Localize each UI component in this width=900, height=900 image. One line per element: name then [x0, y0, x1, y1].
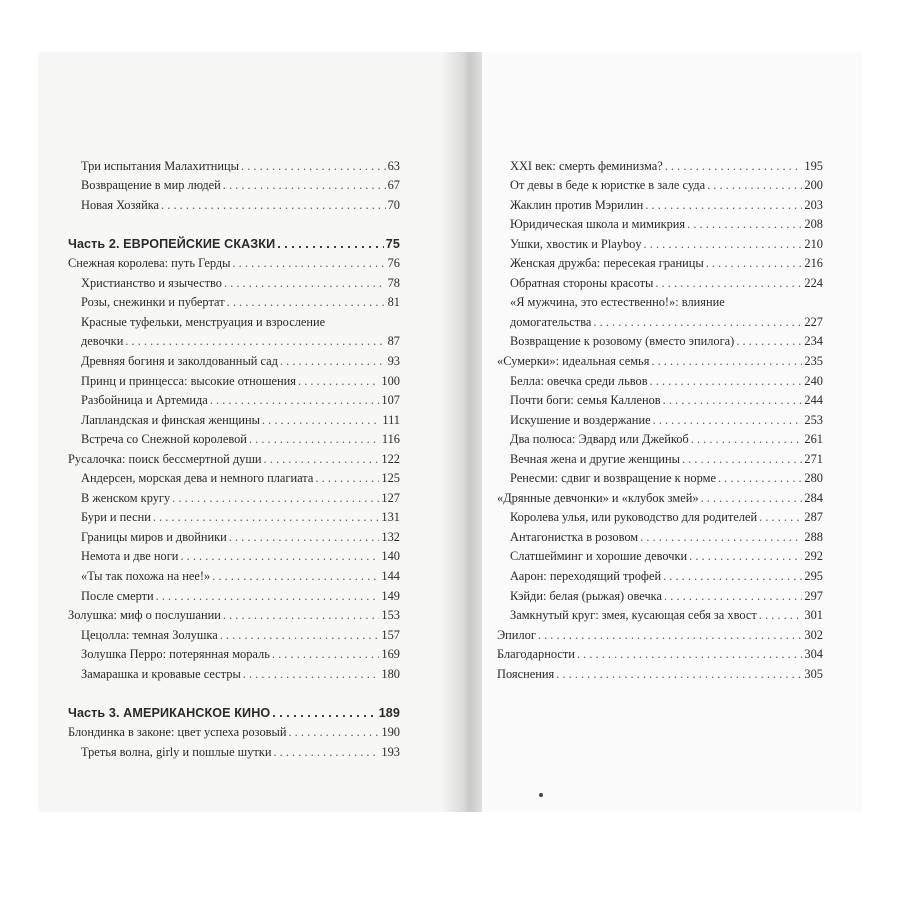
dot-leader	[243, 667, 380, 682]
toc-entry-title: Слатшейминг и хорошие девочки	[510, 549, 688, 564]
dot-leader	[273, 745, 379, 760]
toc-page-number: 304	[804, 647, 823, 662]
toc-section-entry[interactable]	[68, 467, 400, 487]
toc-entry-title: Белла: овечка среди львов	[510, 373, 648, 388]
toc-chapter-entry[interactable]	[68, 604, 400, 624]
toc-page-number: 297	[804, 588, 823, 603]
dot-leader	[277, 237, 384, 252]
toc-entry-title: Христианство и язычество	[81, 275, 222, 290]
toc-gap	[68, 682, 400, 702]
dot-leader	[223, 178, 386, 193]
dot-leader	[272, 647, 380, 662]
dot-leader	[224, 276, 386, 291]
dot-leader	[229, 530, 380, 545]
toc-entry-title-line: «Я мужчина, это естественно!»: влияние	[510, 295, 725, 310]
toc-entry-title: девочки	[81, 334, 124, 349]
toc-page-number: 111	[382, 412, 400, 427]
toc-page-number: 240	[804, 373, 823, 388]
toc-page-number: 144	[381, 569, 400, 584]
toc-part-heading[interactable]	[68, 701, 400, 721]
dot-leader	[556, 667, 802, 682]
toc-section-entry[interactable]	[497, 525, 823, 545]
toc-section-entry[interactable]	[497, 506, 823, 526]
dot-leader	[298, 374, 379, 389]
toc-chapter-entry[interactable]	[497, 623, 823, 643]
toc-entry-title: Возвращение в мир людей	[81, 178, 221, 193]
dot-leader	[653, 413, 803, 428]
dot-leader	[161, 198, 386, 213]
dot-leader	[232, 256, 385, 271]
toc-entry-title: Лапландская и финская женщины	[81, 412, 260, 427]
toc-entry-line	[497, 291, 823, 311]
toc-entry-title: Встреча со Снежной королевой	[81, 432, 247, 447]
toc-entry-title: Золушка: миф о послушании	[68, 608, 221, 623]
toc-entry-title: Аарон: переходящий трофей	[510, 569, 662, 584]
toc-section-entry[interactable]	[497, 213, 823, 233]
dot-leader	[264, 452, 380, 467]
toc-section-entry[interactable]	[497, 467, 823, 487]
toc-entry-title: домогательства	[510, 314, 592, 329]
toc-entry-title: Три испытания Малахитницы	[81, 158, 239, 173]
toc-section-entry[interactable]	[68, 584, 400, 604]
toc-entry-title: Разбойница и Артемида	[81, 393, 208, 408]
toc-chapter-entry[interactable]	[497, 662, 823, 682]
toc-section-entry[interactable]	[68, 428, 400, 448]
toc-page-number: 261	[804, 432, 823, 447]
toc-section-entry[interactable]	[68, 291, 400, 311]
toc-entry-title: Блондинка в законе: цвет успеха розовый	[68, 725, 287, 740]
toc-page-number: 288	[804, 529, 823, 544]
toc-section-entry[interactable]	[68, 662, 400, 682]
toc-entry-title: Розы, снежинки и пубертат	[81, 295, 225, 310]
dot-leader	[180, 549, 379, 564]
toc-entry-title: Замкнутый круг: змея, кусающая себя за хвост	[510, 608, 757, 623]
toc-entry-title: Два полюса: Эдвард или Джейкоб	[510, 432, 689, 447]
toc-entry-title: Бури и песни	[81, 510, 151, 525]
toc-entry-title: Андерсен, морская дева и немного плагиата	[81, 471, 314, 486]
toc-section-entry[interactable]	[68, 174, 400, 194]
toc-section-entry[interactable]	[497, 369, 823, 389]
toc-entry-line	[68, 310, 400, 330]
dot-leader	[644, 237, 803, 252]
toc-page-number: 157	[381, 627, 400, 642]
toc-page-number: 210	[804, 236, 823, 251]
toc-section-entry[interactable]	[68, 545, 400, 565]
dot-leader	[701, 491, 803, 506]
toc-section-entry[interactable]	[68, 408, 400, 428]
toc-section-entry[interactable]	[497, 584, 823, 604]
toc-page-number: 195	[804, 158, 823, 173]
dot-leader	[718, 471, 802, 486]
dot-leader	[707, 178, 802, 193]
toc-page-number: 193	[381, 744, 400, 759]
toc-section-entry[interactable]	[497, 310, 823, 330]
toc-section-entry[interactable]	[68, 486, 400, 506]
toc-section-entry[interactable]	[497, 154, 823, 174]
toc-section-entry[interactable]	[497, 545, 823, 565]
toc-section-entry[interactable]	[497, 330, 823, 350]
toc-section-entry[interactable]	[68, 623, 400, 643]
dot-leader	[288, 725, 379, 740]
toc-entry-title: Почти боги: семья Калленов	[510, 393, 661, 408]
dot-leader	[645, 198, 802, 213]
toc-section-entry[interactable]	[68, 349, 400, 369]
toc-chapter-entry[interactable]	[497, 349, 823, 369]
toc-entry-title: Эпилог	[497, 627, 536, 642]
toc-page-number: 190	[381, 725, 400, 740]
dot-leader	[577, 647, 802, 662]
toc-page-number: 93	[387, 354, 400, 369]
toc-gap	[68, 213, 400, 233]
toc-page-number: 87	[387, 334, 400, 349]
toc-left-column	[68, 154, 400, 760]
toc-section-entry[interactable]	[497, 174, 823, 194]
toc-page-number: 149	[381, 588, 400, 603]
dot-leader	[220, 628, 380, 643]
toc-entry-title: Новая Хозяйка	[81, 197, 160, 212]
toc-part-heading[interactable]	[68, 232, 400, 252]
dot-leader	[687, 217, 802, 232]
toc-page-number: 70	[387, 197, 400, 212]
toc-entry-title: Границы миров и двойники	[81, 529, 227, 544]
toc-section-entry[interactable]	[68, 389, 400, 409]
toc-page-number: 81	[387, 295, 400, 310]
toc-page-number: 78	[387, 275, 400, 290]
toc-entry-title: Антагонистка в розовом	[510, 529, 639, 544]
print-speck	[539, 793, 543, 797]
dot-leader	[241, 159, 386, 174]
toc-entry-title: Принц и принцесса: высокие отношения	[81, 373, 296, 388]
toc-page-number: 295	[804, 569, 823, 584]
toc-entry-title: «Ты так похожа на нее!»	[81, 569, 211, 584]
toc-entry-title: После смерти	[81, 588, 154, 603]
toc-entry-title: Часть 3. АМЕРИКАНСКОЕ КИНО	[68, 705, 271, 720]
toc-page-number: 180	[381, 666, 400, 681]
toc-section-entry[interactable]	[497, 564, 823, 584]
toc-page-number: 208	[804, 217, 823, 232]
toc-page-number: 169	[381, 647, 400, 662]
toc-section-entry[interactable]	[497, 193, 823, 213]
toc-page-number: 116	[381, 432, 400, 447]
toc-page-number: 253	[804, 412, 823, 427]
dot-leader	[663, 569, 802, 584]
toc-entry-title: Благодарности	[497, 647, 575, 662]
toc-right-column	[497, 154, 823, 682]
dot-leader	[172, 491, 379, 506]
toc-page-number: 224	[804, 275, 823, 290]
toc-entry-title: XXI век: смерть феминизма?	[510, 158, 663, 173]
toc-entry-title: Пояснения	[497, 666, 555, 681]
toc-entry-title: Русалочка: поиск бессмертной души	[68, 451, 262, 466]
toc-entry-title: Возвращение к розовому (вместо эпилога)	[510, 334, 735, 349]
toc-chapter-entry[interactable]	[68, 447, 400, 467]
toc-entry-title: В женском кругу	[81, 490, 171, 505]
toc-page-number: 127	[381, 490, 400, 505]
toc-entry-title: Цецолла: темная Золушка	[81, 627, 218, 642]
toc-page-number: 227	[804, 314, 823, 329]
toc-entry-title: От девы в беде к юристке в зале суда	[510, 178, 706, 193]
toc-section-entry[interactable]	[68, 643, 400, 663]
toc-page-number: 189	[378, 705, 400, 720]
toc-chapter-entry[interactable]	[68, 721, 400, 741]
toc-entry-title: Древняя богиня и заколдованный сад	[81, 354, 278, 369]
dot-leader	[156, 589, 380, 604]
toc-page-number: 67	[387, 178, 400, 193]
dot-leader	[651, 354, 802, 369]
toc-section-entry[interactable]	[68, 369, 400, 389]
toc-section-entry[interactable]	[68, 193, 400, 213]
dot-leader	[153, 510, 380, 525]
toc-page-number: 203	[804, 197, 823, 212]
dot-leader	[706, 256, 803, 271]
dot-leader	[691, 432, 803, 447]
toc-entry-title: Кэйди: белая (рыжая) овечка	[510, 588, 663, 603]
toc-page-number: 244	[804, 393, 823, 408]
toc-section-entry[interactable]	[68, 564, 400, 584]
toc-page-number: 140	[381, 549, 400, 564]
toc-entry-title: Жаклин против Мэрилин	[510, 197, 644, 212]
toc-page-number: 100	[381, 373, 400, 388]
toc-page-number: 280	[804, 471, 823, 486]
toc-page-number: 235	[804, 354, 823, 369]
dot-leader	[212, 569, 379, 584]
toc-page-number: 271	[804, 451, 823, 466]
toc-entry-title: Ренесми: сдвиг и возвращение к норме	[510, 471, 716, 486]
toc-entry-title: «Сумерки»: идеальная семья	[497, 354, 650, 369]
toc-entry-title: Вечная жена и другие женщины	[510, 451, 680, 466]
dot-leader	[682, 452, 802, 467]
toc-entry-title: Обратная стороны красоты	[510, 275, 654, 290]
toc-entry-title: Ушки, хвостик и Playboy	[510, 236, 642, 251]
dot-leader	[538, 628, 803, 643]
toc-section-entry[interactable]	[497, 252, 823, 272]
toc-entry-title: Юридическая школа и мимикрия	[510, 217, 686, 232]
dot-leader	[759, 608, 803, 623]
toc-section-entry[interactable]	[497, 447, 823, 467]
toc-page-number: 63	[387, 158, 400, 173]
toc-section-entry[interactable]	[497, 271, 823, 291]
toc-section-entry[interactable]	[68, 271, 400, 291]
toc-page-number: 153	[381, 608, 400, 623]
toc-entry-title-line: Красные туфельки, менструация и взросление	[81, 314, 326, 329]
toc-entry-title: «Дрянные девчонки» и «клубок змей»	[497, 490, 699, 505]
toc-page-number: 200	[804, 178, 823, 193]
toc-page-number: 131	[381, 510, 400, 525]
dot-leader	[655, 276, 802, 291]
toc-section-entry[interactable]	[497, 389, 823, 409]
toc-page-number: 132	[381, 529, 400, 544]
toc-section-entry[interactable]	[68, 506, 400, 526]
toc-page-number: 122	[381, 451, 400, 466]
toc-section-entry[interactable]	[497, 604, 823, 624]
toc-entry-title: Часть 2. ЕВРОПЕЙСКИЕ СКАЗКИ	[68, 236, 276, 251]
toc-section-entry[interactable]	[497, 428, 823, 448]
toc-page-number: 301	[804, 608, 823, 623]
dot-leader	[759, 510, 802, 525]
toc-page-number: 292	[804, 549, 823, 564]
toc-page-number: 216	[804, 256, 823, 271]
dot-leader	[262, 413, 380, 428]
dot-leader	[593, 315, 802, 330]
dot-leader	[665, 159, 803, 174]
toc-section-entry[interactable]	[497, 232, 823, 252]
toc-section-entry[interactable]	[68, 525, 400, 545]
toc-entry-title: Искушение и воздержание	[510, 412, 651, 427]
toc-chapter-entry[interactable]	[68, 252, 400, 272]
dot-leader	[663, 393, 803, 408]
dot-leader	[210, 393, 380, 408]
dot-leader	[249, 432, 380, 447]
toc-page-number: 234	[804, 334, 823, 349]
toc-chapter-entry[interactable]	[497, 643, 823, 663]
dot-leader	[689, 549, 802, 564]
toc-chapter-entry[interactable]	[497, 486, 823, 506]
toc-page-number: 75	[385, 236, 400, 251]
dot-leader	[650, 374, 803, 389]
toc-page-number: 107	[381, 393, 400, 408]
toc-section-entry[interactable]	[68, 154, 400, 174]
toc-page-number: 76	[387, 256, 400, 271]
dot-leader	[227, 295, 386, 310]
toc-section-entry[interactable]	[68, 330, 400, 350]
dot-leader	[280, 354, 386, 369]
dot-leader	[640, 530, 802, 545]
toc-entry-title: Третья волна, girly и пошлые шутки	[81, 744, 272, 759]
toc-page-number: 284	[804, 490, 823, 505]
toc-entry-title: Замарашка и кровавые сестры	[81, 666, 241, 681]
toc-page-number: 125	[381, 471, 400, 486]
toc-entry-title: Золушка Перро: потерянная мораль	[81, 647, 270, 662]
toc-page-number: 287	[804, 510, 823, 525]
dot-leader	[125, 334, 385, 349]
toc-section-entry[interactable]	[68, 740, 400, 760]
toc-entry-title: Женская дружба: пересекая границы	[510, 256, 704, 271]
dot-leader	[664, 589, 802, 604]
toc-entry-title: Королева улья, или руководство для родителей	[510, 510, 758, 525]
dot-leader	[736, 334, 802, 349]
toc-entry-title: Снежная королева: путь Герды	[68, 256, 231, 271]
toc-section-entry[interactable]	[497, 408, 823, 428]
dot-leader	[223, 608, 380, 623]
toc-entry-title: Немота и две ноги	[81, 549, 179, 564]
toc-page-number: 302	[804, 627, 823, 642]
dot-leader	[272, 706, 376, 721]
toc-page-number: 305	[804, 666, 823, 681]
dot-leader	[315, 471, 379, 486]
